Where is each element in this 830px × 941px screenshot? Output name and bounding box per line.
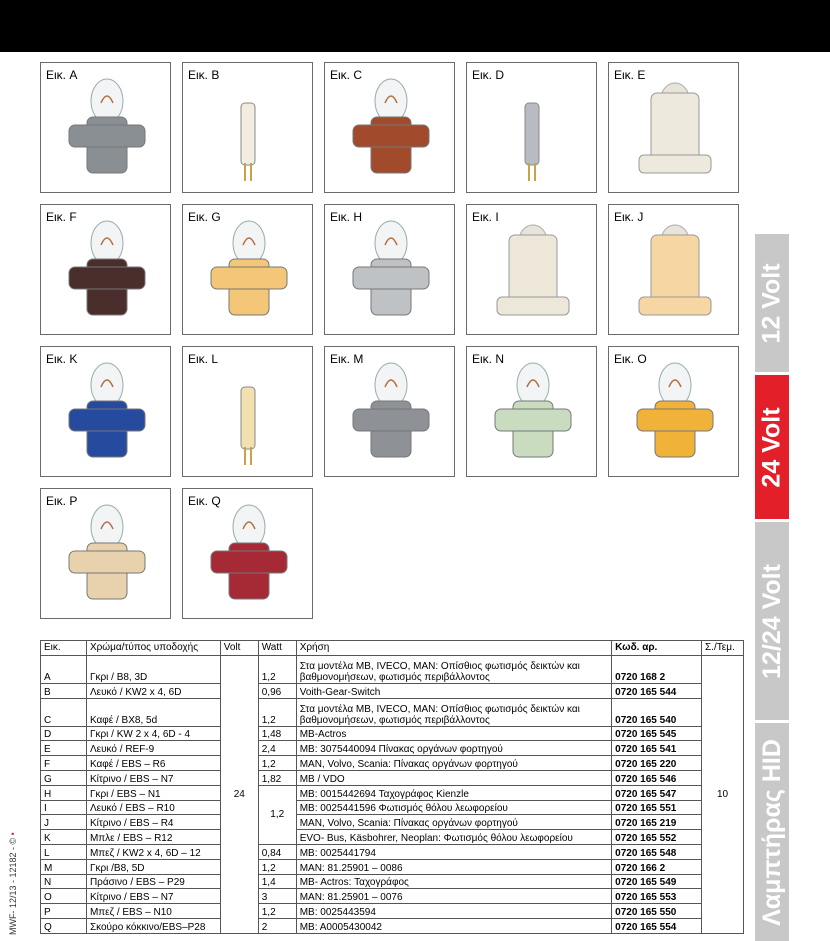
cell-use: MB: 0025441596 Φωτισμός θόλου λεωφορείου: [296, 800, 611, 815]
tab-hid-lamp[interactable]: Λαμπτήρας HID: [755, 723, 789, 941]
cell-color: Σκούρο κόκκινο/EBS–P28: [86, 918, 220, 933]
lamp-image: [609, 347, 740, 478]
cell-color: Γκρι / EBS – N1: [86, 785, 220, 800]
figure-label: Εικ. N: [472, 352, 505, 366]
lamp-image: [325, 347, 456, 478]
figure-cell: [324, 204, 455, 335]
cell-fig: M: [41, 859, 87, 874]
table-row: [41, 815, 744, 830]
figure-cell: [182, 488, 313, 619]
cell-color: Γκρι / B8, 3D: [86, 655, 220, 683]
cell-watt: 1,2: [258, 904, 296, 919]
cell-color: Λευκό / EBS – R10: [86, 800, 220, 815]
cell-watt: 2,4: [258, 741, 296, 756]
cell-fig: D: [41, 726, 87, 741]
figure-label: Εικ. M: [330, 352, 364, 366]
cell-fig: P: [41, 904, 87, 919]
lamp-image: [325, 205, 456, 336]
figure-label: Εικ. O: [614, 352, 647, 366]
figure-cell: [40, 346, 171, 477]
figure-cell: [324, 62, 455, 193]
cell-fig: K: [41, 830, 87, 845]
cell-code: 0720 165 553: [612, 889, 702, 904]
cell-watt: 0,84: [258, 844, 296, 859]
cell-use: MB-Actros: [296, 726, 611, 741]
figure-label: Εικ. K: [46, 352, 78, 366]
cell-code: 0720 165 219: [612, 815, 702, 830]
lamp-image: [183, 205, 314, 336]
cell-use: MB: 3075440094 Πίνακας οργάνων φορτηγού: [296, 741, 611, 756]
table-row: [41, 785, 744, 800]
cell-code: 0720 165 547: [612, 785, 702, 800]
cell-color: Γκρι / KW 2 x 4, 6D - 4: [86, 726, 220, 741]
cell-use: MB: 0025441794: [296, 844, 611, 859]
cell-watt: 1,48: [258, 726, 296, 741]
cell-color: Λευκό / KW2 x 4, 6D: [86, 683, 220, 698]
header-color: Χρώμα/τύπος υποδοχής: [86, 641, 220, 656]
figure-cell: [466, 204, 597, 335]
header-use: Χρήση: [296, 641, 611, 656]
cell-use: Voith-Gear-Switch: [296, 683, 611, 698]
figure-label: Εικ. I: [472, 210, 499, 224]
figure-label: Εικ. G: [188, 210, 221, 224]
table-header-row: [41, 641, 744, 656]
lamp-image: [609, 63, 740, 194]
header-code: Κωδ. αρ.: [612, 641, 702, 656]
cell-code: 0720 165 546: [612, 770, 702, 785]
cell-watt: 2: [258, 918, 296, 933]
lamp-image: [41, 205, 172, 336]
cell-fig: J: [41, 815, 87, 830]
figure-label: Εικ. P: [46, 494, 78, 508]
cell-code: 0720 166 2: [612, 859, 702, 874]
lamp-image: [183, 347, 314, 478]
cell-fig: A: [41, 655, 87, 683]
cell-use: MAN, Volvo, Scania: Πίνακας οργάνων φορτηγού: [296, 815, 611, 830]
cell-code: 0720 165 550: [612, 904, 702, 919]
table-row: [41, 918, 744, 933]
figure-cell: [182, 346, 313, 477]
table-row: [41, 655, 744, 683]
cell-color: Μπεζ / KW2 x 4, 6D – 12: [86, 844, 220, 859]
header-fig: Εικ.: [41, 641, 87, 656]
table-row: [41, 698, 744, 726]
cell-fig: F: [41, 756, 87, 771]
figure-cell: [40, 62, 171, 193]
cell-color: Καφέ / BX8, 5d: [86, 698, 220, 726]
cell-use: MB- Actros: Ταχογράφος: [296, 874, 611, 889]
figure-label: Εικ. D: [472, 68, 505, 82]
cell-watt: 1,82: [258, 770, 296, 785]
cell-color: Κίτρινο / EBS – N7: [86, 889, 220, 904]
figure-label: Εικ. E: [614, 68, 646, 82]
cell-watt: 3: [258, 889, 296, 904]
lamp-image: [467, 63, 598, 194]
cell-use: MB: 0025443594: [296, 904, 611, 919]
lamp-image: [41, 63, 172, 194]
cell-code: 0720 165 541: [612, 741, 702, 756]
lamp-image: [609, 205, 740, 336]
cell-fig: N: [41, 874, 87, 889]
cell-fig: Q: [41, 918, 87, 933]
cell-color: Μπλε / EBS – R12: [86, 830, 220, 845]
table-row: [41, 874, 744, 889]
cell-use: MB / VDO: [296, 770, 611, 785]
tab-12-24-volt[interactable]: 12/24 Volt: [755, 522, 789, 720]
table-row: [41, 770, 744, 785]
lamp-image: [325, 63, 456, 194]
cell-color: Κίτρινο / EBS – R4: [86, 815, 220, 830]
table-row: [41, 844, 744, 859]
table-row: [41, 726, 744, 741]
cell-fig: O: [41, 889, 87, 904]
cell-use: Στα μοντέλα MB, IVECO, MAN: Οπίσθιος φωτισμός δεικτών και βαθμονομήσεων, φωτισμός περιβάλλοντος: [296, 698, 611, 726]
figure-label: Εικ. C: [330, 68, 363, 82]
header-volt: Volt: [220, 641, 258, 656]
cell-color: Καφέ / EBS – R6: [86, 756, 220, 771]
cell-color: Γκρι /B8, 5D: [86, 859, 220, 874]
cell-fig: B: [41, 683, 87, 698]
figure-label: Εικ. H: [330, 210, 363, 224]
cell-color: Λευκό / REF-9: [86, 741, 220, 756]
lamp-image: [467, 347, 598, 478]
table-row: [41, 683, 744, 698]
cell-fig: I: [41, 800, 87, 815]
table-row: [41, 889, 744, 904]
cell-code: 0720 165 540: [612, 698, 702, 726]
cell-code: 0720 165 220: [612, 756, 702, 771]
cell-color: Μπεζ / EBS – N10: [86, 904, 220, 919]
cell-use: MB: A0005430042: [296, 918, 611, 933]
cell-use: MB: 0015442694 Ταχογράφος Kienzle: [296, 785, 611, 800]
table-row: [41, 756, 744, 771]
figure-label: Εικ. Q: [188, 494, 221, 508]
cell-code: 0720 168 2: [612, 655, 702, 683]
cell-code: 0720 165 544: [612, 683, 702, 698]
figure-label: Εικ. J: [614, 210, 644, 224]
figure-cell: [40, 488, 171, 619]
cell-color: Πράσινο / EBS – P29: [86, 874, 220, 889]
figure-cell: [324, 346, 455, 477]
cell-fig: L: [41, 844, 87, 859]
lamp-image: [41, 347, 172, 478]
table-row: [41, 800, 744, 815]
figure-label: Εικ. F: [46, 210, 77, 224]
lamp-image: [183, 63, 314, 194]
cell-code: 0720 165 548: [612, 844, 702, 859]
cell-fig: G: [41, 770, 87, 785]
cell-watt: 1,2: [258, 785, 296, 844]
lamp-table: [40, 640, 744, 934]
figure-cell: [40, 204, 171, 335]
cell-use: MAN: 81.25901 – 0076: [296, 889, 611, 904]
figure-label: Εικ. L: [188, 352, 219, 366]
cell-color: Κίτρινο / EBS – N7: [86, 770, 220, 785]
header-watt: Watt: [258, 641, 296, 656]
footer-code: MWF- 12/13 - 12182 - © •: [8, 832, 18, 935]
cell-use: MAN: 81.25901 – 0086: [296, 859, 611, 874]
cell-use: Στα μοντέλα MB, IVECO, MAN: Οπίσθιος φωτισμός δεικτών και βαθμονομήσεων, φωτισμός περιβάλλοντος: [296, 655, 611, 683]
lamp-image: [183, 489, 314, 620]
figure-cell: [182, 204, 313, 335]
cell-watt: 1,2: [258, 756, 296, 771]
lamp-image: [41, 489, 172, 620]
cell-fig: C: [41, 698, 87, 726]
cell-watt: 1,2: [258, 698, 296, 726]
cell-volt: 24: [220, 655, 258, 933]
tab-24-volt[interactable]: 24 Volt: [755, 375, 789, 519]
header-pack: Σ./Τεμ.: [702, 641, 744, 656]
figure-cell: [466, 346, 597, 477]
table-row: [41, 904, 744, 919]
cell-use: EVO- Bus, Käsbohrer, Neoplan: Φωτισμός θόλου λεωφορείου: [296, 830, 611, 845]
table-row: [41, 830, 744, 845]
cell-fig: H: [41, 785, 87, 800]
figure-cell: [608, 204, 739, 335]
figure-cell: [608, 346, 739, 477]
cell-code: 0720 165 551: [612, 800, 702, 815]
cell-watt: 1,2: [258, 655, 296, 683]
figure-cell: [182, 62, 313, 193]
cell-watt: 1,2: [258, 859, 296, 874]
lamp-image: [467, 205, 598, 336]
cell-watt: 1,4: [258, 874, 296, 889]
cell-use: MAN, Volvo, Scania: Πίνακας οργάνων φορτηγού: [296, 756, 611, 771]
cell-code: 0720 165 552: [612, 830, 702, 845]
top-black-bar: [0, 0, 830, 52]
cell-code: 0720 165 549: [612, 874, 702, 889]
table-row: [41, 741, 744, 756]
cell-watt: 0,96: [258, 683, 296, 698]
tab-12-volt[interactable]: 12 Volt: [755, 234, 789, 372]
table-row: [41, 859, 744, 874]
cell-code: 0720 165 545: [612, 726, 702, 741]
cell-pack: 10: [702, 655, 744, 933]
cell-code: 0720 165 554: [612, 918, 702, 933]
cell-fig: E: [41, 741, 87, 756]
figure-cell: [466, 62, 597, 193]
figure-label: Εικ. A: [46, 68, 78, 82]
figure-label: Εικ. B: [188, 68, 220, 82]
figure-cell: [608, 62, 739, 193]
